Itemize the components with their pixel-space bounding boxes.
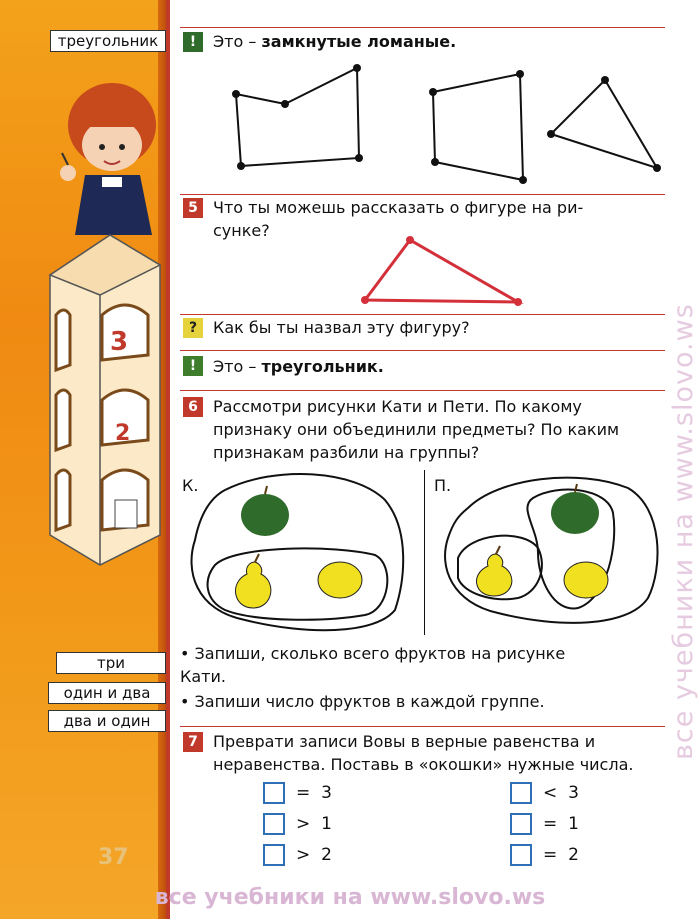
task6-text: Рассмотри рисунки Кати и Пети. По какому признаку они объединили предметы? По каким признакам разбили на группы? — [213, 397, 620, 462]
answer-box[interactable] — [510, 782, 532, 804]
svg-text:2: 2 — [115, 421, 131, 446]
triangle-definition-text: Это – треугольник. — [213, 357, 384, 376]
equation-right-3: = 2 — [543, 845, 579, 865]
girl-tower-illustration — [40, 65, 165, 575]
equation-left-1: = 3 — [296, 783, 332, 803]
question-rule — [180, 314, 665, 315]
diagram-separator — [424, 470, 425, 635]
question-text: Как бы ты назвал эту фигуру? — [213, 318, 470, 337]
equation-right-1: < 3 — [543, 783, 579, 803]
red-triangle-figure — [355, 232, 535, 310]
answer-box[interactable] — [263, 844, 285, 866]
answer-box[interactable] — [263, 813, 285, 835]
equation-right-2: = 1 — [543, 814, 579, 834]
task5-badge: 5 — [183, 198, 203, 218]
side-watermark: все учебники на www.slovo.ws — [668, 303, 699, 760]
closed-polylines-text: Это – замкнутые ломаные. — [213, 32, 457, 51]
task6-rule — [180, 390, 665, 391]
page-number: 37 — [98, 845, 129, 870]
term-one-and-two: один и два — [48, 682, 166, 704]
label-katya: К. — [182, 476, 199, 495]
task7-rule — [180, 726, 665, 727]
task7-badge: 7 — [183, 732, 203, 752]
task5-text: Что ты можешь рассказать о фигуре на ри- сунке? — [213, 198, 584, 240]
term-triangle: треугольник — [50, 30, 166, 52]
equation-left-2: > 1 — [296, 814, 332, 834]
petya-grouping-diagram — [438, 468, 668, 633]
task5-rule — [180, 194, 665, 195]
answer-box[interactable] — [510, 813, 532, 835]
definition-rule — [180, 350, 665, 351]
bottom-watermark: все учебники на www.slovo.ws — [154, 885, 546, 910]
task6-badge: 6 — [183, 397, 203, 417]
answer-box[interactable] — [263, 782, 285, 804]
term-two-and-one: два и один — [48, 710, 166, 732]
term-three: три — [56, 652, 166, 674]
top-rule — [180, 27, 665, 28]
svg-text:3: 3 — [110, 327, 129, 357]
question-badge: ? — [183, 318, 203, 338]
info-badge: ! — [183, 32, 203, 52]
equation-left-3: > 2 — [296, 845, 332, 865]
sidebar-divider — [166, 0, 170, 919]
task6-bullet1: • Запиши, сколько всего фруктов на рисунке Кати. — [180, 644, 566, 686]
task6-bullet2: • Запиши число фруктов в каждой группе. — [180, 692, 545, 711]
closed-polylines-figure — [225, 62, 670, 187]
label-petya: П. — [434, 476, 452, 495]
task7-text: Преврати записи Вовы в верные равенства и неравенства. Поставь в «окошки» нужные числа. — [213, 732, 634, 774]
katya-grouping-diagram — [185, 470, 415, 635]
definition-badge: ! — [183, 356, 203, 376]
answer-box[interactable] — [510, 844, 532, 866]
